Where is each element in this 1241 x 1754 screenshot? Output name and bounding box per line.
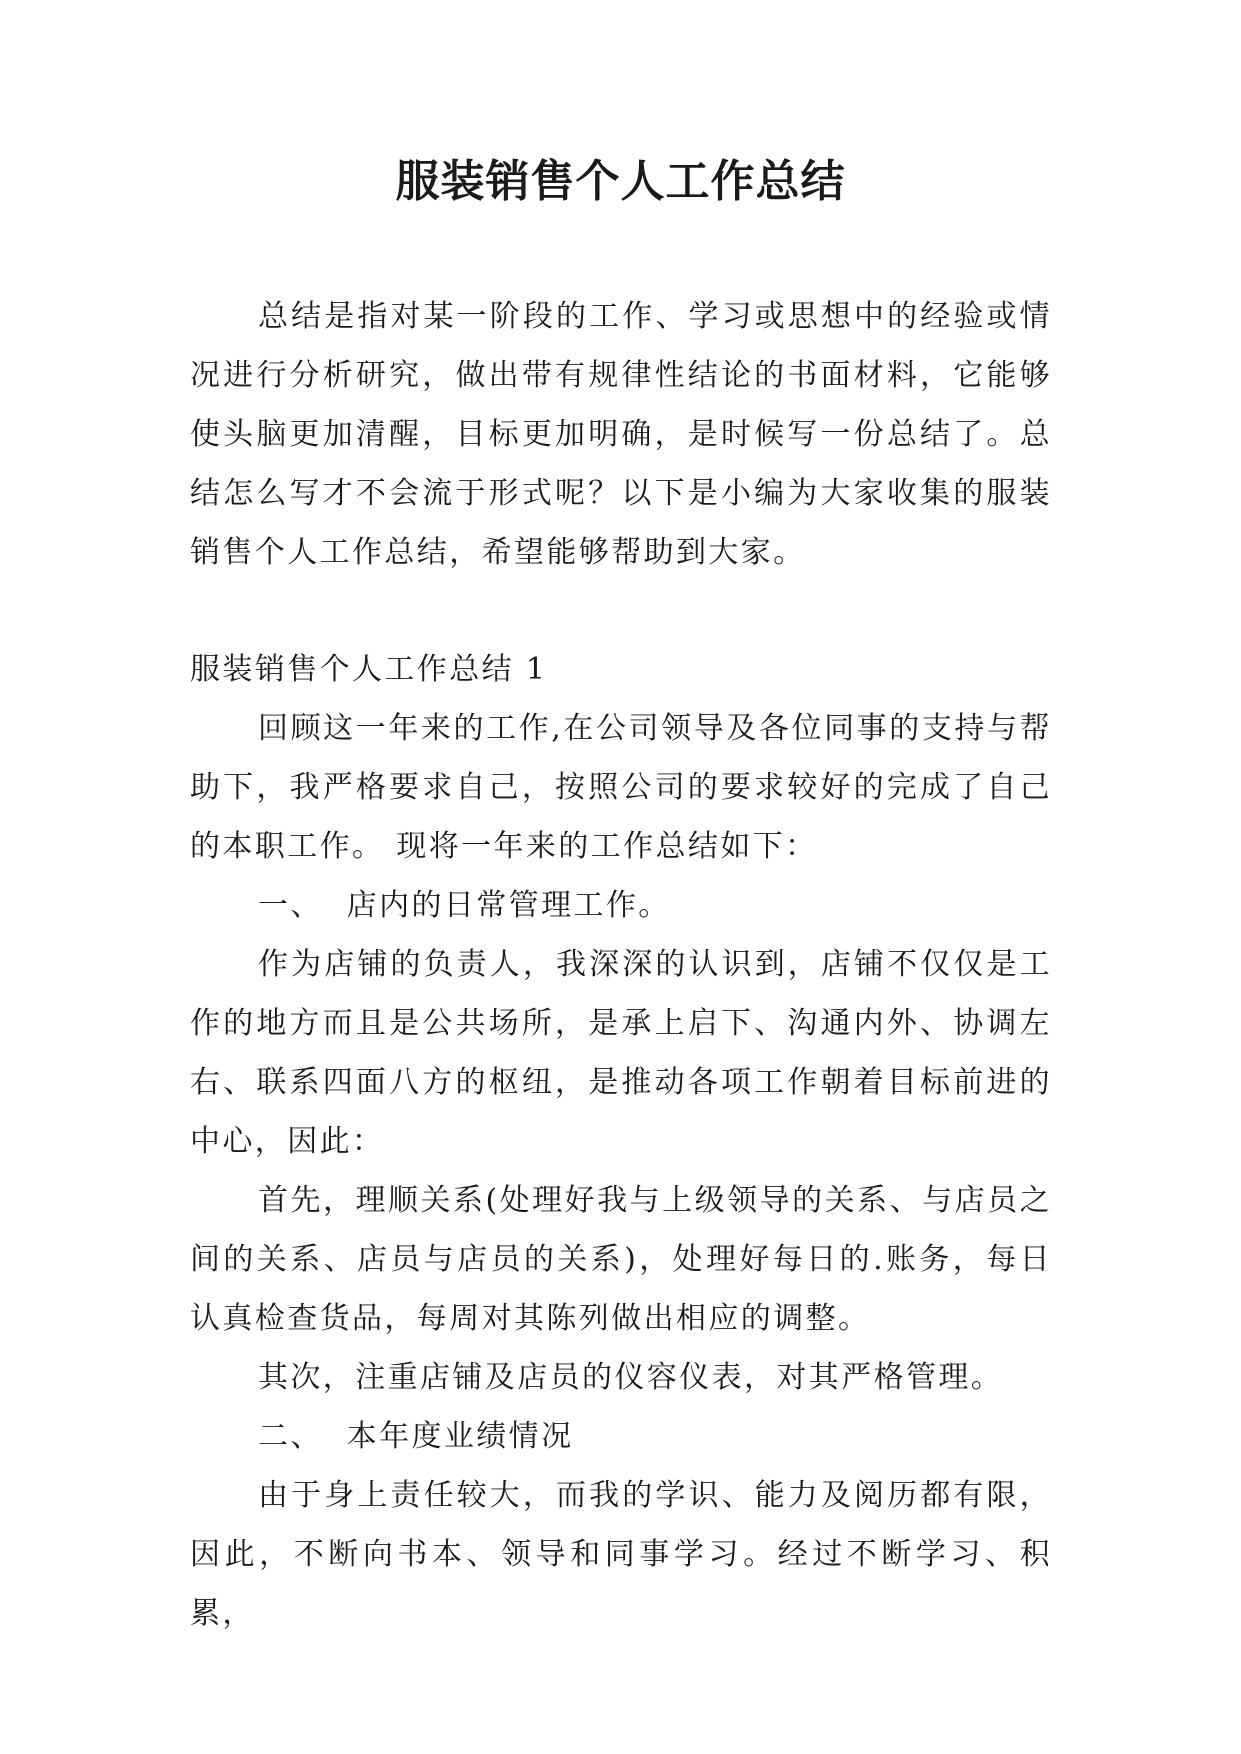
subheading-performance: 二、 本年度业绩情况: [258, 1419, 574, 1454]
subheading-daily-management: 一、 店内的日常管理工作。: [258, 888, 671, 923]
intro-block: [190, 287, 1052, 582]
section-block: [190, 640, 1052, 1643]
section-heading: 服装销售个人工作总结 1: [190, 652, 548, 687]
paragraph-second: 其次，注重店铺及店员的仪容仪表，对其严格管理。: [258, 1360, 1004, 1395]
intro-paragraph: 总结是指对某一阶段的工作、学习或思想中的经验或情况进行分析研究，做出带有规律性结论的书面材料，它能够使头脑更加清醒，目标更加明确，是时候写一份总结了。总结怎么写才不会流于形式呢？以下是小编为大家收集的服装销售个人工作总结，希望能够帮助到大家。: [190, 299, 1052, 570]
paragraph-learning: 由于身上责任较大，而我的学识、能力及阅历都有限，因此，不断向书本、领导和同事学习。经过不断学习、积累，: [190, 1478, 1052, 1631]
document-title: 服装销售个人工作总结: [395, 156, 846, 207]
paragraph-review: 回顾这一年来的工作,在公司领导及各位同事的支持与帮助下，我严格要求自己，按照公司的要求较好的完成了自己的本职工作。 现将一年来的工作总结如下：: [190, 711, 1052, 864]
paragraph-store-role: 作为店铺的负责人，我深深的认识到，店铺不仅仅是工作的地方而且是公共场所，是承上启下、沟通内外、协调左右、联系四面八方的枢纽，是推动各项工作朝着目标前进的中心，因此：: [190, 947, 1052, 1159]
paragraph-first: 首先，理顺关系(处理好我与上级领导的关系、与店员之间的关系、店员与店员的关系)，处理好每日的.账务，每日认真检查货品，每周对其陈列做出相应的调整。: [190, 1183, 1052, 1336]
